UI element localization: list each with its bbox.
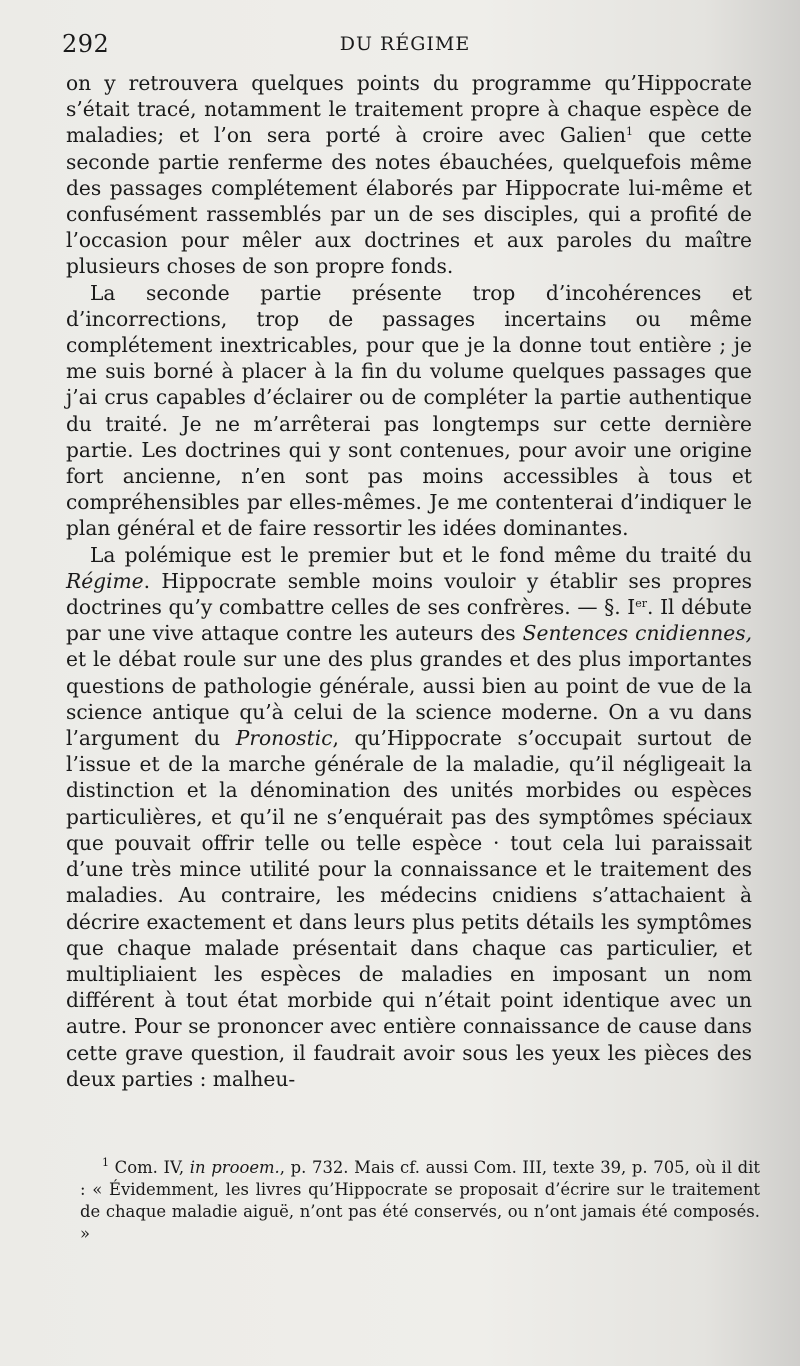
paragraph-3-text-d: et le débat roule sur une des plus grandes et des plus importantes questions de pathologie générale, aussi bien au point de vue de la science antique qu’à celui de la science moderne. On a vu dans l’argument du	[66, 647, 752, 751]
paragraph-1-text-b: que cette seconde partie renferme des notes ébauchées, quelquefois même des passages complétement élaborés par Hippocrate lui-même et confusément rassemblés par un de ses disciples, qui a profité de l’occasion pour mêler aux doctrines et aux paroles du maître plusieurs choses de son propre fonds.	[66, 123, 752, 279]
footnote-1	[80, 1157, 760, 1245]
page-number: 292	[62, 30, 110, 58]
footnote-text-a: Com. IV,	[109, 1158, 190, 1177]
paragraph-3-text-a: La polémique est le premier but et le fond même du traité du	[90, 542, 752, 567]
title-sentences-cnidiennes: Sentences cnidiennes,	[522, 621, 752, 646]
paragraph-3-text-b: . Hippocrate semble moins vouloir y établir ses propres doctrines qu’y combattre celles de ses confrères. — §. I	[66, 568, 752, 620]
page-header	[62, 30, 748, 64]
footnote-text-b: , p. 732. Mais cf. aussi Com. III, texte 39, p. 705, où il dit : « Évidemment, les livres qu’Hippocrate se proposait d’écrire sur le traitement de chaque maladie aiguë, n’ont pas été conservés, ou n’ont jamais été composés. »	[80, 1158, 760, 1243]
footnote-italic: in prooem.	[189, 1158, 280, 1177]
footnote	[80, 1157, 760, 1245]
body-text	[66, 70, 752, 1092]
ordinal-superscript: er	[635, 597, 648, 611]
footnote-ref-1: 1	[625, 125, 633, 139]
paragraph-2: La seconde partie présente trop d’incohérences et d’incorrections, trop de passages incertains ou même complétement inextricables, pour que je la donne tout entière ; je me suis borné à placer à la fin du volume quelques passages que j’ai crus capables d’éclairer ou de compléter la partie authentique du traité. Je ne m’arrêterai pas longtemps sur cette dernière partie. Les doctrines qui y sont contenues, pour avoir une origine fort ancienne, n’en sont pas moins accessibles à tous et compréhensibles par elles-mêmes. Je me contenterai d’indiquer le plan général et de faire ressortir les idées dominantes.	[66, 280, 752, 541]
paragraph-1	[66, 70, 752, 280]
paragraph-3-text-e: , qu’Hippocrate s’occupait surtout de l’issue et de la marche générale de la maladie, qu’il négligeait la distinction et la dénomination des unités morbides ou espèces particulières, et qu’il ne s’enquérait pas des symptômes spéciaux que pouvait offrir telle ou telle espèce · tout cela lui paraissait d’une très mince utilité pour la connaissance et le traitement des maladies. Au contraire, les médecins cnidiens s’attachaient à décrire exactement et dans leurs plus petits détails les symptômes que chaque malade présentait dans chaque cas particulier, et multipliaient les espèces de maladies en imposant un nom différent à tout état morbide qui n’était point identique avec un autre. Pour se prononcer avec entière connaissance de cause dans cette grave question, il faudrait avoir sous les yeux les pièces des deux parties : malheu-	[66, 726, 752, 1091]
paragraph-3-text-c: . Il débute par une vive attaque contre les auteurs des	[66, 595, 752, 646]
paragraph-1-text-a: on y retrouvera quelques points du programme qu’Hippocrate s’était tracé, notamment le traitement propre à chaque espèce de maladies; et l’on sera porté à croire avec Galien	[66, 71, 752, 148]
title-regime: Régime	[66, 568, 144, 593]
paragraph-3	[66, 542, 752, 1092]
running-title: DU RÉGIME	[339, 33, 471, 55]
footnote-marker: 1	[102, 1156, 109, 1169]
title-pronostic: Pronostic	[235, 726, 333, 751]
